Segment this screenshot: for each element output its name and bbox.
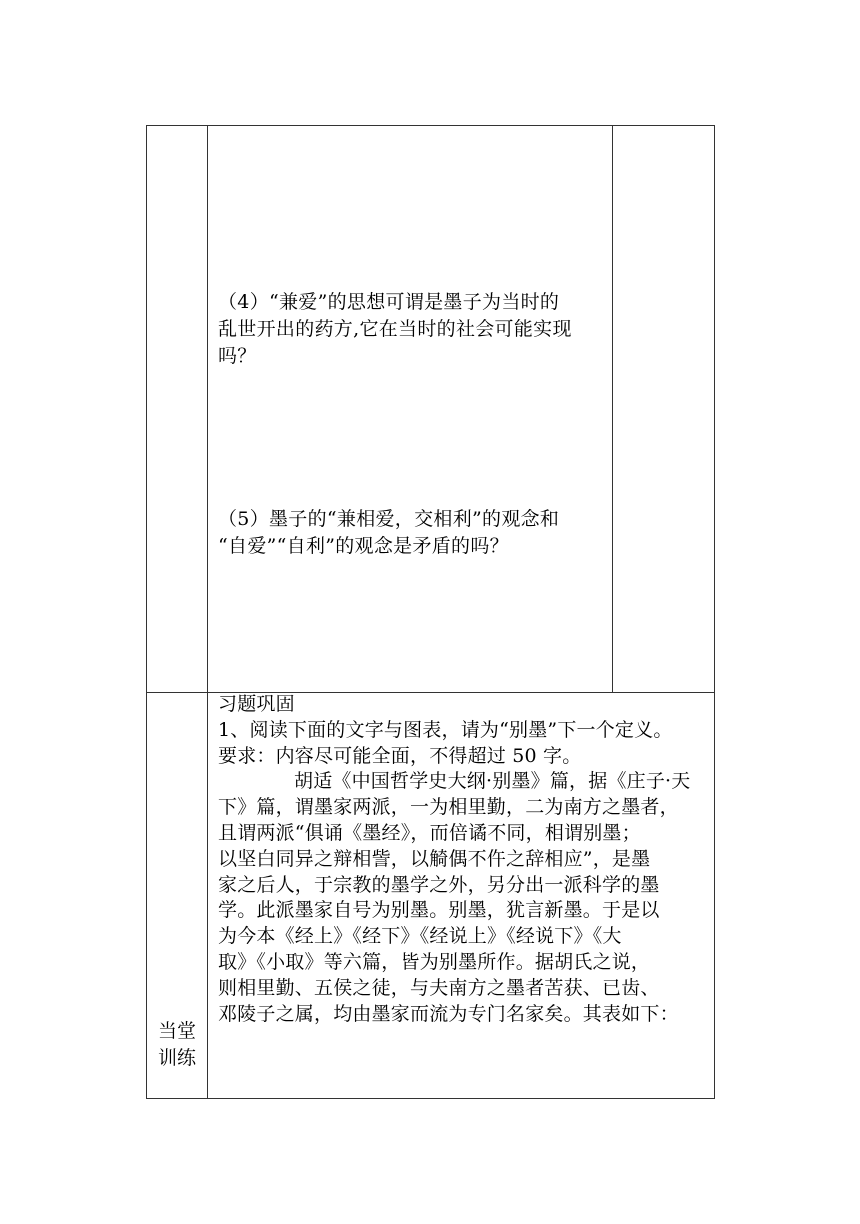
section-label-line: 当堂 bbox=[157, 1020, 196, 1042]
question-line: （4）“兼爱”的思想可谓是墨子为当时的 bbox=[218, 291, 560, 313]
notes-cell bbox=[613, 126, 715, 693]
question-4 bbox=[218, 289, 608, 370]
question-5 bbox=[218, 506, 608, 560]
passage-line: 且谓两派“俱诵《墨经》，而倍谲不同，相谓别墨； bbox=[218, 821, 641, 844]
exercise-heading: 习题巩固 bbox=[218, 693, 295, 715]
instruction-line: 1、阅读下面的文字与图表，请为“别墨”下一个定义。 bbox=[218, 718, 673, 741]
question-line: “自爱”“自利”的观念是矛盾的吗？ bbox=[218, 535, 509, 557]
section-label bbox=[150, 1018, 204, 1072]
exercise-content bbox=[218, 692, 710, 1027]
passage-line: 以坚白同异之辩相訾，以觭偶不仵之辞相应”，是墨 bbox=[218, 847, 651, 870]
table-row bbox=[147, 126, 715, 693]
question-line: 吗？ bbox=[218, 345, 257, 367]
passage-line: 则相里勤、五侯之徒，与夫南方之墨者苦获、已齿、 bbox=[218, 976, 660, 999]
passage-line: 下》篇，谓墨家两派，一为相里勤，二为南方之墨者， bbox=[218, 796, 679, 819]
passage-line: 取》《小取》等六篇，皆为别墨所作。据胡氏之说， bbox=[218, 950, 651, 973]
passage-line: 学。此派墨家自号为别墨。别墨，犹言新墨。于是以 bbox=[218, 899, 660, 922]
instruction-line: 要求：内容尽可能全面，不得超过 50 字。 bbox=[218, 744, 582, 767]
passage-line: 家之后人，于宗教的墨学之外，另分出一派科学的墨 bbox=[218, 873, 660, 896]
passage-line: 胡适《中国哲学史大纲·别墨》篇，据《庄子·天 bbox=[294, 770, 691, 793]
section-label-line: 训练 bbox=[157, 1047, 196, 1069]
passage-line: 邓陵子之属，均由墨家而流为专门名家矣。其表如下： bbox=[218, 1002, 679, 1025]
label-cell bbox=[147, 126, 208, 693]
passage-line: 为今本《经上》《经下》《经说上》《经说下》《大 bbox=[218, 925, 622, 948]
question-cell bbox=[208, 126, 613, 693]
question-line: 乱世开出的药方,它在当时的社会可能实现 bbox=[218, 318, 572, 340]
question-line: （5）墨子的“兼相爱，交相利”的观念和 bbox=[218, 508, 560, 530]
